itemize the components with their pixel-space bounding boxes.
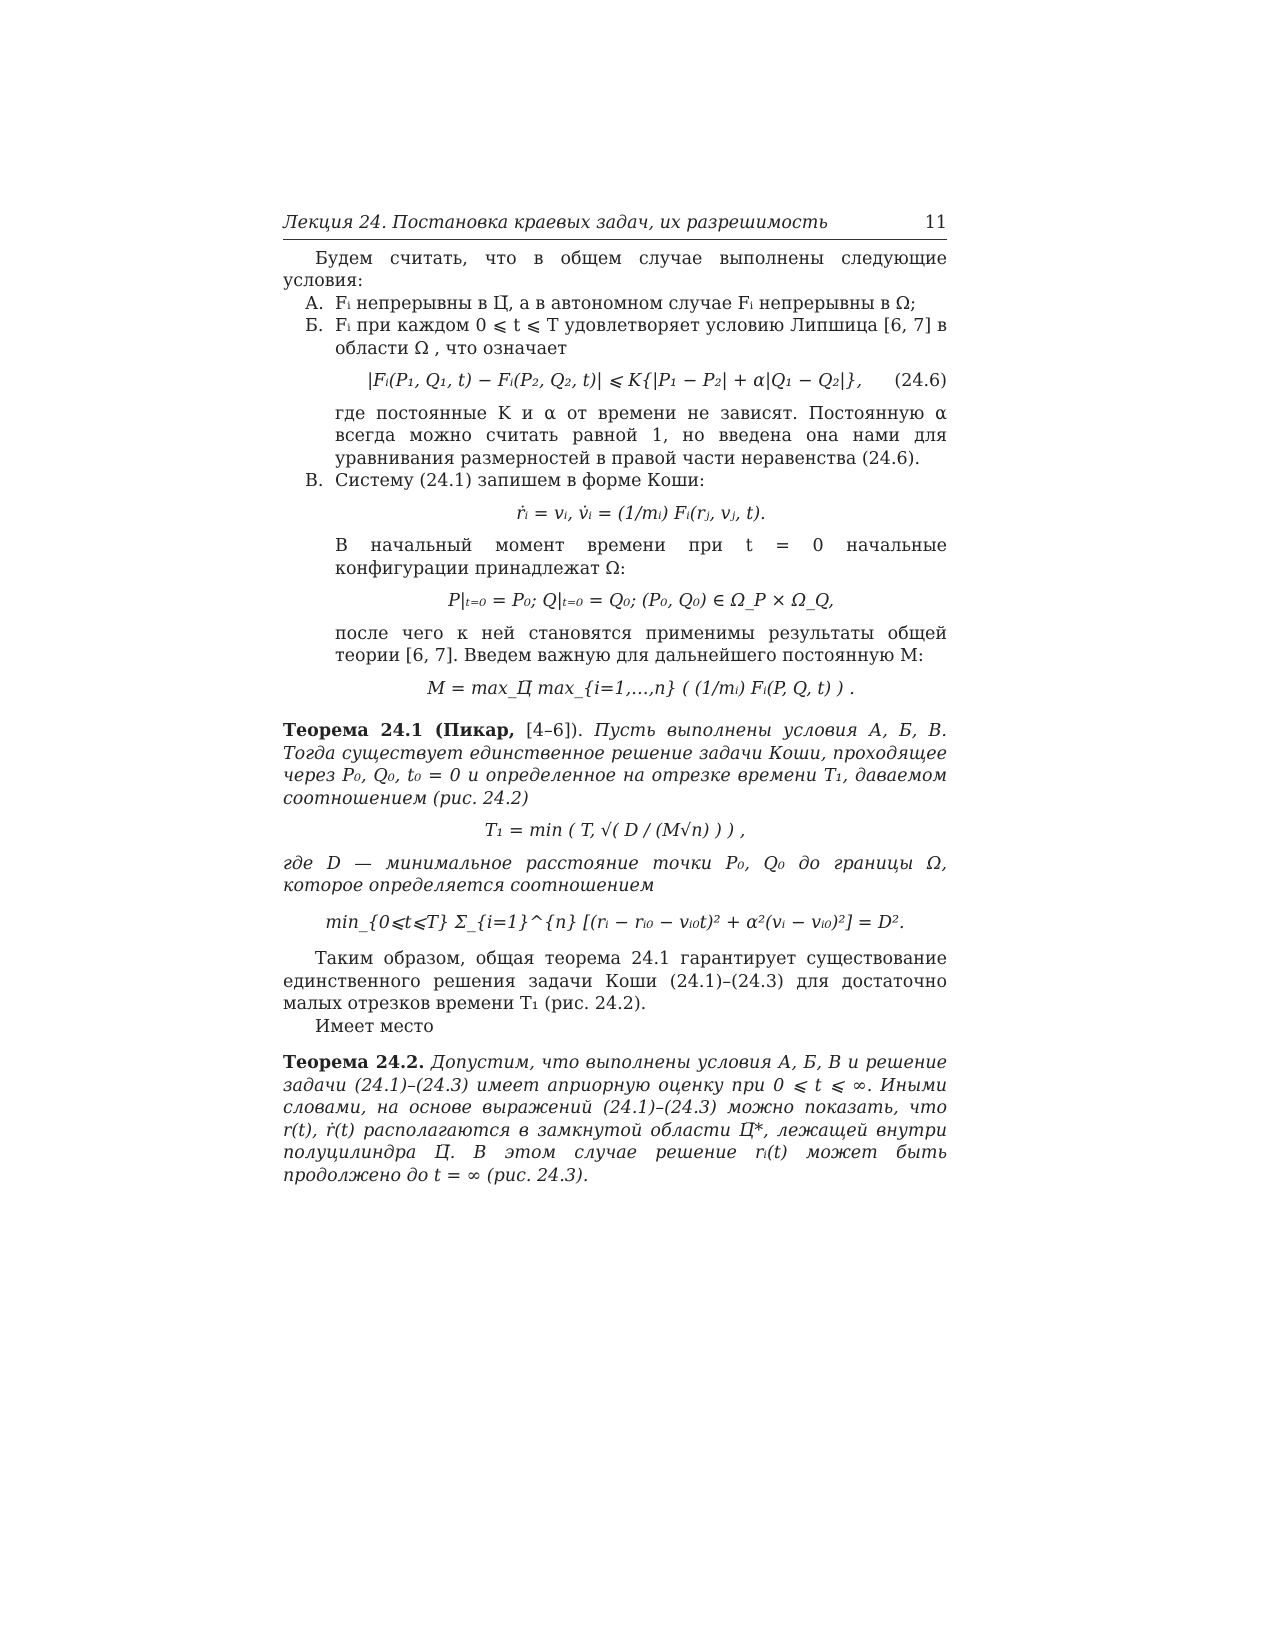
intro-paragraph: Будем считать, что в общем случае выполнены следующие условия: [283, 248, 947, 291]
condition-c-text: Систему (24.1) запишем в форме Коши: [335, 471, 705, 491]
page-number: 11 [924, 213, 947, 233]
lipschitz-formula: |Fᵢ(P₁, Q₁, t) − Fᵢ(P₂, Q₂, t)| ⩽ K{|P₁ − P₂| + α|Q₁ − Q₂|}, [367, 371, 863, 391]
condition-b-label: Б. [305, 316, 324, 336]
condition-c-label: В. [305, 471, 324, 491]
theorem-1-ref: [4–6]). [526, 721, 584, 741]
condition-c [283, 470, 947, 493]
theorem-1-distance-text: где D — минимальное расстояние точки P₀, Q₀ до границы Ω, которое определяется соотношением [283, 853, 947, 896]
header-title: Лекция 24. Постановка краевых задач, их разрешимость [283, 213, 828, 233]
theorem-2-text: Допустим, что выполнены условия А, Б, В и решение задачи (24.1)–(24.3) имеет априорную оценку при 0 ⩽ t ⩽ ∞. Иными словами, на основе выражений (24.1)–(24.3) можно показать, что r(t), ṙ(t) располагаются в замкнутой области Ц̅*, лежащей внутри полуцилиндра Ц̅. В этом случае решение rᵢ(t) может быть продолжено до t = ∞ (рис. 24.3). [283, 1053, 947, 1186]
general-theory-text: после чего к ней становятся применимы результаты общей теории [6, 7]. Введем важную для дальнейшего постоянную M: [335, 623, 947, 666]
theorem-2-heading: Теорема 24.2. [283, 1053, 425, 1073]
equation-number: (24.6) [894, 371, 947, 391]
condition-a [283, 293, 947, 316]
initial-moment-text: В начальный момент времени при t = 0 начальные конфигурации принадлежат Ω: [335, 536, 947, 579]
theorem-1-heading: Теорема 24.1 (Пикар, [283, 721, 515, 741]
condition-a-text: Fᵢ непрерывны в Ц̅, а в автономном случае Fᵢ непрерывны в Ω; [335, 293, 917, 314]
t1-formula: T₁ = min ( T, √( D / (M√n) ) ) , [484, 821, 746, 841]
page [283, 212, 947, 1187]
summary-paragraph: Таким образом, общая теорема 24.1 гарантирует существование единственного решения задачи Коши (24.1)–(24.3) для достаточно малых отрезков времени T₁ (рис. 24.2). [283, 949, 947, 1014]
theorem-24-1 [283, 720, 947, 934]
m-constant-formula: M = max_Ц̅ max_{i=1,…,n} ( (1/mᵢ) Fᵢ(P, Q, t) ) . [427, 678, 855, 699]
distance-formula: min_{0⩽t⩽T} Σ_{i=1}^{n} [(rᵢ − rᵢ₀ − vᵢ₀t)² + α²(vᵢ − vᵢ₀)²] = D². [325, 912, 905, 933]
cauchy-form-formula: ṙᵢ = vᵢ, v̇ᵢ = (1/mᵢ) Fᵢ(rⱼ, vⱼ, t). [516, 503, 766, 524]
lipschitz-equation [335, 370, 947, 393]
condition-a-label: А. [305, 293, 324, 314]
theorem-1-text: Пусть выполнены условия А, Б, В. Тогда существует единственное решение задачи Коши, проходящее через P₀, Q₀, t₀ = 0 и определенное на отрезке времени T₁, даваемом соотношением (рис. 24.2) [283, 721, 947, 809]
initial-conditions-formula: P|ₜ₌₀ = P₀; Q|ₜ₌₀ = Q₀; (P₀, Q₀) ∈ Ω_P × Ω_Q, [448, 591, 834, 611]
lead-in-paragraph: Имеет место [315, 1016, 434, 1037]
condition-b [283, 315, 947, 360]
running-header [283, 212, 947, 240]
condition-b-continuation: где постоянные K и α от времени не зависят. Постоянную α всегда можно считать равной 1, но введена она нами для уравнивания размерностей в правой части неравенства (24.6). [335, 403, 947, 469]
condition-b-text: Fᵢ при каждом 0 ⩽ t ⩽ T удовлетворяет условию Липшица [6, 7] в области Ω , что означает [335, 316, 947, 359]
theorem-24-2 [283, 1052, 947, 1187]
